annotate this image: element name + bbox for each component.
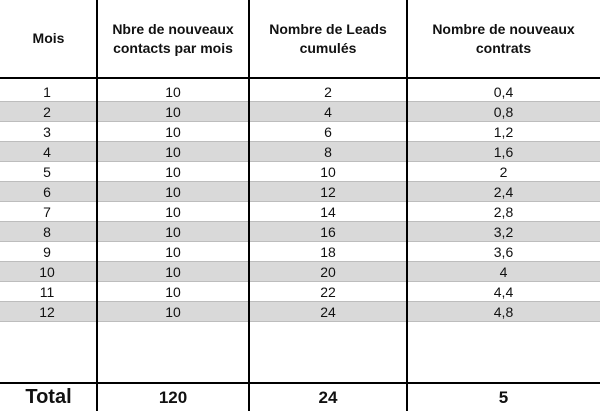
table-cell: 6	[43, 184, 51, 200]
header-text: Nombre de Leads	[269, 20, 387, 37]
header-divider	[0, 77, 600, 79]
header-text: cumulés	[299, 39, 357, 56]
table-cell: 2	[499, 164, 508, 180]
table-cell: 0,4	[493, 84, 514, 100]
table-cell: 4,4	[493, 284, 514, 300]
table-cell: 4	[43, 144, 51, 160]
table-cell: 24	[320, 304, 336, 320]
table-cell: 4	[324, 104, 332, 120]
table-cell: 10	[320, 164, 336, 180]
table-cell: 18	[320, 244, 336, 260]
total-cell: 5	[498, 387, 509, 407]
table-cell: 10	[165, 184, 181, 200]
table-cell: 2	[324, 84, 332, 100]
table-cell: 2,8	[493, 204, 514, 220]
table-cell: 9	[43, 244, 51, 260]
header-cell	[407, 0, 600, 77]
table-cell: 2,4	[493, 184, 514, 200]
table-cell: 1,6	[493, 144, 514, 160]
table-cell: 10	[165, 304, 181, 320]
table-cell: 10	[165, 224, 181, 240]
table-cell: 14	[320, 204, 336, 220]
header-text: Nombre de nouveaux	[432, 20, 575, 37]
table-cell: 10	[165, 164, 181, 180]
header-text: Mois	[32, 30, 65, 46]
total-cell: Total	[25, 386, 72, 408]
table-cell: 10	[165, 204, 181, 220]
table-cell: 3,6	[493, 244, 514, 260]
total-cell: 120	[158, 387, 188, 407]
column-divider	[96, 0, 98, 411]
table-cell: 10	[39, 264, 55, 280]
table-cell: 6	[324, 124, 332, 140]
table-cell: 3,2	[493, 224, 514, 240]
table-cell: 22	[320, 284, 336, 300]
table-cell: 10	[165, 84, 181, 100]
table-cell: 1,2	[493, 124, 514, 140]
table-cell: 10	[165, 104, 181, 120]
header-text: contacts par mois	[113, 39, 233, 56]
table-cell: 0,8	[493, 104, 514, 120]
header-text: Nbre de nouveaux	[112, 20, 234, 37]
table-cell: 10	[165, 144, 181, 160]
table-cell: 7	[43, 204, 51, 220]
table-cell: 12	[39, 304, 55, 320]
table-cell: 4	[499, 264, 508, 280]
table-cell: 20	[320, 264, 336, 280]
column-divider	[406, 0, 408, 411]
header-cell	[249, 0, 407, 77]
table-cell: 1	[43, 84, 51, 100]
table-cell: 3	[43, 124, 51, 140]
header-cell	[0, 0, 97, 77]
column-divider	[248, 0, 250, 411]
table-cell: 10	[165, 244, 181, 260]
header-cell	[97, 0, 249, 77]
table-cell: 8	[43, 224, 51, 240]
table-cell: 16	[320, 224, 336, 240]
table-cell: 8	[324, 144, 332, 160]
table-cell: 5	[43, 164, 51, 180]
table-cell: 12	[320, 184, 336, 200]
table-cell: 10	[165, 124, 181, 140]
total-cell: 24	[318, 387, 338, 407]
table-cell: 11	[39, 284, 55, 300]
table-cell: 2	[43, 104, 51, 120]
total-divider	[0, 382, 600, 384]
table-cell: 10	[165, 264, 181, 280]
table-cell: 4,8	[493, 304, 514, 320]
header-text: contrats	[475, 39, 532, 56]
table-cell: 10	[165, 284, 181, 300]
